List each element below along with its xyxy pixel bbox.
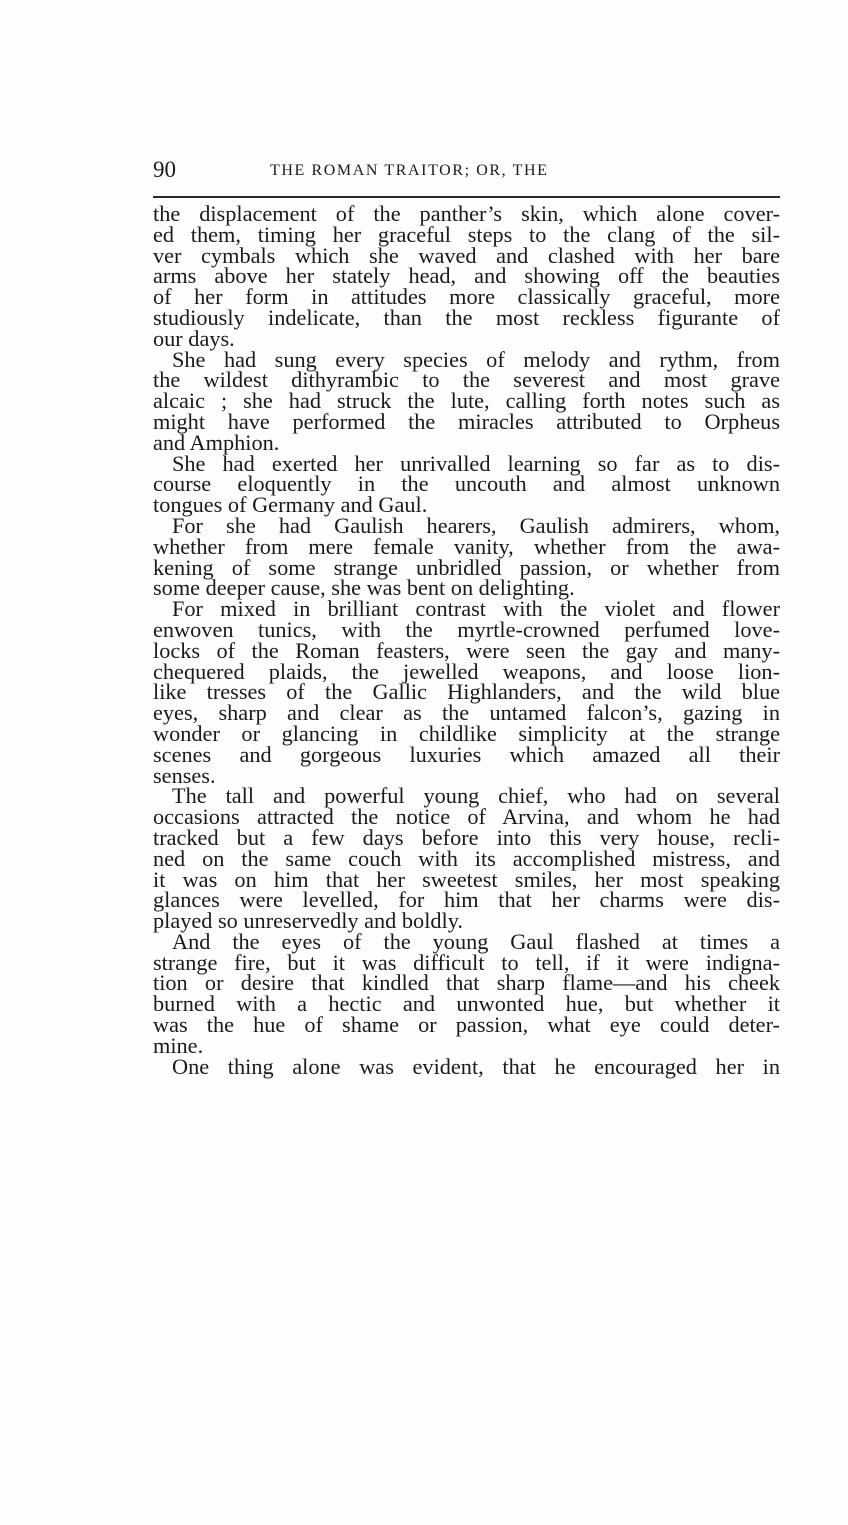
text-line: whether from mere female vanity, whether from the awa- xyxy=(153,533,780,559)
text-line: ned on the same couch with its accomplished mistress, and xyxy=(153,845,780,871)
text-line: She had exerted her unrivalled learning so far as to dis- xyxy=(172,450,780,476)
text-line: played so unreservedly and boldly. xyxy=(153,908,464,934)
text-line: arms above her stately head, and showing off the beauties xyxy=(153,263,780,289)
text-line: locks of the Roman feasters, were seen the gay and many- xyxy=(153,637,780,663)
text-line: scenes and gorgeous luxuries which amazed all their xyxy=(153,741,780,767)
text-line: tongues of Germany and Gaul. xyxy=(153,492,428,518)
text-line: chequered plaids, the jewelled weapons, and loose lion- xyxy=(153,658,780,684)
text-line: kening of some strange unbridled passion, or whether from xyxy=(153,554,780,580)
text-line: like tresses of the Gallic Highlanders, and the wild blue xyxy=(153,679,780,705)
text-line: and Amphion. xyxy=(153,429,280,455)
text-line: mine. xyxy=(153,1032,204,1058)
text-line: For mixed in brilliant contrast with the violet and flower xyxy=(172,596,780,622)
text-line: glances were levelled, for him that her charms were dis- xyxy=(153,887,780,913)
text-line: ed them, timing her graceful steps to the clang of the sil- xyxy=(153,221,780,247)
text-line: strange fire, but it was difficult to tell, if it were indigna- xyxy=(153,949,780,975)
text-line: burned with a hectic and unwonted hue, but whether it xyxy=(153,991,780,1017)
text-line: eyes, sharp and clear as the untamed falcon’s, gazing in xyxy=(153,700,780,726)
running-head xyxy=(153,157,781,187)
text-line: enwoven tunics, with the myrtle-crowned perfumed love- xyxy=(153,616,780,642)
text-line: was the hue of shame or passion, what eye could deter- xyxy=(153,1012,780,1038)
text-line: One thing alone was evident, that he encouraged her in xyxy=(172,1053,780,1079)
text-line: studiously indelicate, than the most reckless figurante of xyxy=(153,304,780,330)
text-line: the displacement of the panther’s skin, which alone cover- xyxy=(153,201,780,226)
text-line: alcaic ; she had struck the lute, calling forth notes such as xyxy=(153,388,780,414)
body-text xyxy=(153,201,780,1079)
text-line: might have performed the miracles attributed to Orpheus xyxy=(153,408,780,434)
header-rule xyxy=(153,196,780,198)
text-line: She had sung every species of melody and rythm, from xyxy=(172,346,780,372)
text-line: For she had Gaulish hearers, Gaulish admirers, whom, xyxy=(172,512,780,538)
text-line: ver cymbals which she waved and clashed with her bare xyxy=(153,242,780,268)
text-line: tion or desire that kindled that sharp flame—and his cheek xyxy=(153,970,780,996)
text-line: tracked but a few days before into this very house, recli- xyxy=(153,824,780,850)
text-line: it was on him that her sweetest smiles, her most speaking xyxy=(153,866,780,892)
text-line: And the eyes of the young Gaul flashed at times a xyxy=(172,928,780,954)
page-number: 90 xyxy=(153,157,176,182)
text-line: the wildest dithyrambic to the severest and most grave xyxy=(153,367,780,393)
running-title: THE ROMAN TRAITOR; OR, THE xyxy=(270,162,549,179)
text-line: senses. xyxy=(153,762,216,788)
text-line: our days. xyxy=(153,325,235,351)
text-line: wonder or glancing in childlike simplicity at the strange xyxy=(153,720,780,746)
text-line: of her form in attitudes more classically graceful, more xyxy=(153,284,780,310)
text-line: The tall and powerful young chief, who had on several xyxy=(172,783,780,809)
text-line: some deeper cause, she was bent on delighting. xyxy=(153,575,575,601)
text-line: course eloquently in the uncouth and almost unknown xyxy=(153,471,780,497)
text-line: occasions attracted the notice of Arvina, and whom he had xyxy=(153,804,780,830)
